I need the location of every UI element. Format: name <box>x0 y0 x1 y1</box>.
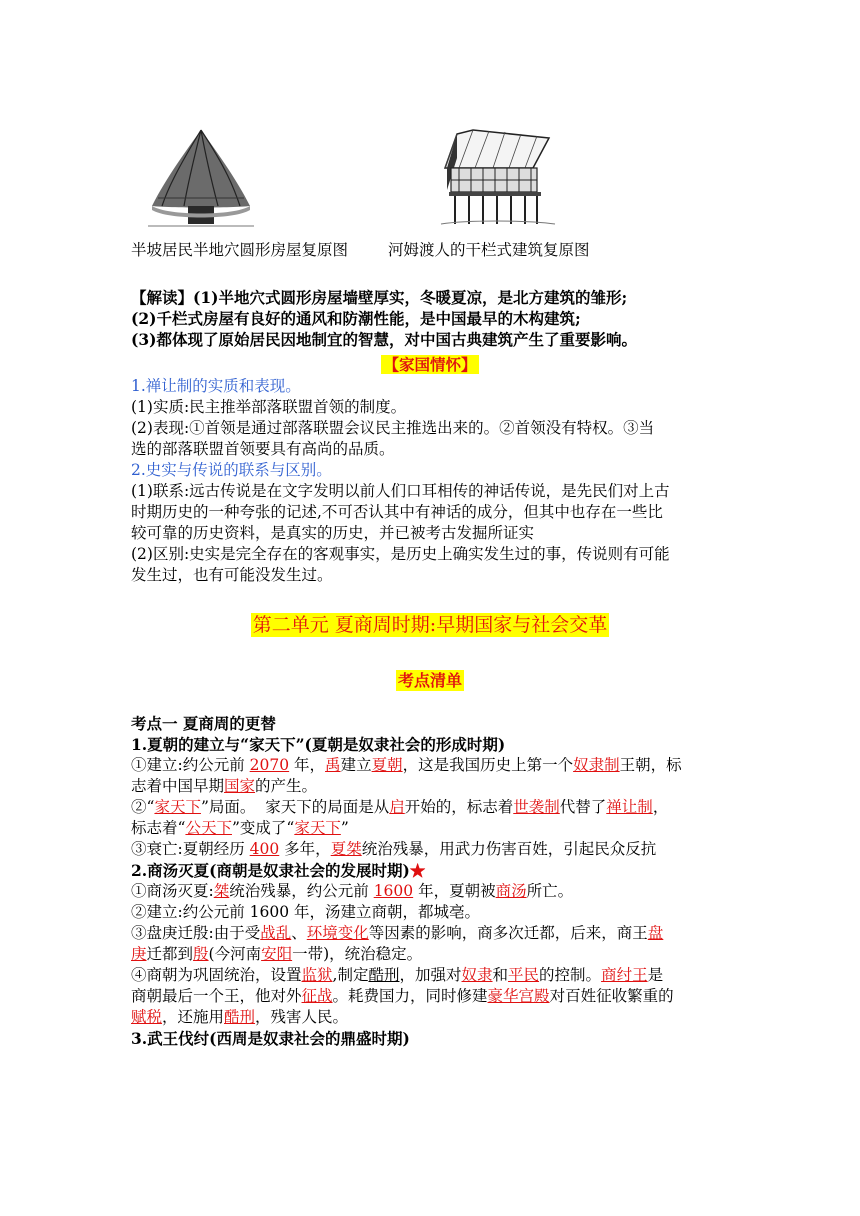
answer-blank: 安阳 <box>261 945 293 963</box>
text: 、 <box>291 924 307 942</box>
text: 王朝，标 <box>619 756 682 774</box>
answer-blank: 殷 <box>193 945 209 963</box>
jiedu-section <box>131 287 731 350</box>
answer-blank: 夏桀 <box>330 840 362 858</box>
jiaguo-q1-b2: 选的部落联盟首领要具有高尚的品质。 <box>131 440 395 458</box>
text: 等因素的影响，商多次迁都，后来，商王 <box>368 924 648 942</box>
answer-blank: 商汤 <box>495 882 527 900</box>
fig2-caption: 河姆渡人的干栏式建筑复原图 <box>388 241 590 259</box>
text: ， <box>652 798 669 816</box>
kd1-m2: ②建立:约公元前 1600 年，汤建立商朝，都城亳。 <box>131 903 481 921</box>
answer-blank: 家天下 <box>154 798 201 816</box>
text: ，加强对 <box>399 966 462 984</box>
jiaguo-section <box>131 376 731 586</box>
answer-blank: 禅让制 <box>606 798 653 816</box>
answer-blank: 赋税 <box>131 1008 163 1026</box>
kd1-sub1: 1.夏朝的建立与“家天下”(夏朝是奴隶社会的形成时期) <box>131 735 506 754</box>
jiaguo-q2-b2: 发生过，也有可能没发生过。 <box>131 566 333 584</box>
text: 年， <box>289 756 326 774</box>
answer-blank: 夏朝 <box>371 756 403 774</box>
answer-blank: 2070 <box>249 756 290 774</box>
jiaguo-q2-a2: 时期历史的一种夸张的记述,不可否认其中有神话的成分，但其中也存在一些比 <box>131 503 663 521</box>
answer-blank: 1600 <box>373 882 414 900</box>
answer-blank: 战乱 <box>260 924 292 942</box>
text: 开始的，标志着 <box>404 798 514 816</box>
kd1-line2 <box>131 776 731 797</box>
answer-blank: 公天下 <box>185 819 232 837</box>
answer-blank: 奴隶制 <box>573 756 620 774</box>
answer-blank: 400 <box>249 840 280 858</box>
jiaguo-q1-a: (1)实质:民主推举部落联盟首领的制度。 <box>131 398 407 416</box>
text: ，残害人民。 <box>255 1008 349 1026</box>
kd1-title: 考点一 夏商周的更替 <box>131 714 276 733</box>
text: ③衰亡:夏朝经历 <box>131 840 250 858</box>
answer-blank: 征战 <box>301 987 333 1005</box>
text: 是 <box>647 966 664 984</box>
answer-blank: 国家 <box>224 777 256 795</box>
answer-blank: 酷刑 <box>224 1008 256 1026</box>
jiaguo-q2-a1: (1)联系:远古传说是在文字发明以前人们口耳相传的神话传说，是先民们对上古 <box>131 482 670 500</box>
text: 的控制。 <box>539 966 602 984</box>
answer-blank: 庚 <box>131 945 147 963</box>
text: 志着中国早期 <box>131 777 225 795</box>
sub2-text: 2.商汤灭夏(商朝是奴隶社会的发展时期) <box>131 861 410 880</box>
answer-blank: 禹 <box>325 756 341 774</box>
text: ，还施用 <box>162 1008 225 1026</box>
kd1-m4 <box>131 944 731 965</box>
jiaguo-title: 【家国情怀】 <box>383 355 477 374</box>
kd1-m5 <box>131 965 731 986</box>
text: 对百姓征收繁重的 <box>549 987 674 1005</box>
figure-captions <box>131 238 590 260</box>
answer-blank: 商纣王 <box>601 966 648 984</box>
text: 多年， <box>279 840 331 858</box>
text: 统治残暴，约公元前 <box>229 882 374 900</box>
jiedu-line-3: (3)都体现了原始居民因地制宜的智慧，对中国古典建筑产生了重要影响。 <box>131 330 637 349</box>
answer-blank: 环境变化 <box>306 924 369 942</box>
kd1-m3 <box>131 923 731 944</box>
text: 统治残暴，用武力伤害百姓，引起民众反抗 <box>361 840 657 858</box>
text: 一带)，统治稳定。 <box>292 945 423 963</box>
answer-blank: 桀 <box>213 882 230 900</box>
text: ,制定 <box>332 966 369 984</box>
jiaguo-q2-b1: (2)区别:史实是完全存在的客观事实，是历史上确实发生过的事，传说则有可能 <box>131 545 670 563</box>
text: ①建立:约公元前 <box>131 756 250 774</box>
text: ，这是我国历史上第一个 <box>402 756 574 774</box>
kaodian-title: 考点清单 <box>397 671 462 690</box>
jiaguo-q2: 2.史实与传说的联系与区别。 <box>131 461 332 479</box>
text: ②“ <box>131 798 155 816</box>
text: 。耗费国力，同时修建 <box>332 987 488 1005</box>
kd1-line5 <box>131 839 731 860</box>
answer-blank: 豪华宫殿 <box>487 987 550 1005</box>
text: ①商汤灭夏: <box>131 882 214 900</box>
text: 商朝最后一个王，他对外 <box>131 987 302 1005</box>
kd1-line1 <box>131 755 731 776</box>
kd1-sub3: 3.武王伐纣(西周是奴隶社会的鼎盛时期) <box>131 1029 410 1048</box>
text: ”变成了“ <box>231 819 295 837</box>
text: 年，夏朝被 <box>413 882 496 900</box>
kaodian-title-row <box>0 668 860 691</box>
text: 所亡。 <box>526 882 574 900</box>
answer-blank: 启 <box>389 798 405 816</box>
fig1-caption: 半坡居民半地穴圆形房屋复原图 <box>131 241 349 259</box>
text: ④商朝为巩固统治，设置 <box>131 966 302 984</box>
figures-row <box>0 128 860 238</box>
text: ” <box>340 819 349 837</box>
answer-blank: 监狱 <box>301 966 333 984</box>
text: (今河南 <box>208 945 262 963</box>
kd1-line4 <box>131 818 731 839</box>
jiedu-line-1: 【解读】(1)半地穴式圆形房屋墙壁厚实，冬暖夏凉，是北方建筑的雏形; <box>131 288 628 307</box>
kd1-m1 <box>131 881 731 902</box>
answer-blank: 世袭制 <box>513 798 560 816</box>
jiaguo-q2-a3: 较可靠的历史资料，是真实的历史，并已被考古发掘所证实 <box>131 524 535 542</box>
text: ③盘庚迁殷:由于受 <box>131 924 261 942</box>
unit-title-row <box>0 610 860 637</box>
unit-title: 第二单元 夏商周时期:早期国家与社会交革 <box>252 614 608 636</box>
underlined-text: 酷刑 <box>368 966 400 984</box>
text: 建立 <box>340 756 372 774</box>
text: 迁都到 <box>146 945 194 963</box>
jiaguo-title-row <box>0 353 860 375</box>
answer-blank: 家天下 <box>294 819 341 837</box>
jiedu-line-2: (2)千栏式房屋有良好的通风和防潮性能，是中国最早的木构建筑; <box>131 309 581 328</box>
star-icon: ★ <box>409 861 426 880</box>
text: 的产生。 <box>255 777 318 795</box>
answer-blank: 奴隶 <box>461 966 493 984</box>
text: ”局面。 家天下的局面是从 <box>200 798 390 816</box>
stilt-house-illustration <box>437 128 559 234</box>
kd1-m7 <box>131 1007 731 1028</box>
jiaguo-q1-b1: (2)表现:①首领是通过部落联盟会议民主推选出来的。②首领没有特权。③当 <box>131 419 655 437</box>
answer-blank: 盘 <box>647 924 664 942</box>
text: 代替了 <box>559 798 607 816</box>
kd1-line3 <box>131 797 731 818</box>
kaodian-section <box>131 713 731 1049</box>
answer-blank: 平民 <box>508 966 540 984</box>
jiaguo-q1: 1.禅让制的实质和表现。 <box>131 377 301 395</box>
kd1-m6 <box>131 986 731 1007</box>
text: 和 <box>492 966 509 984</box>
kd1-sub2 <box>131 860 731 881</box>
text: 标志着“ <box>131 819 186 837</box>
round-hut-illustration <box>148 128 254 234</box>
